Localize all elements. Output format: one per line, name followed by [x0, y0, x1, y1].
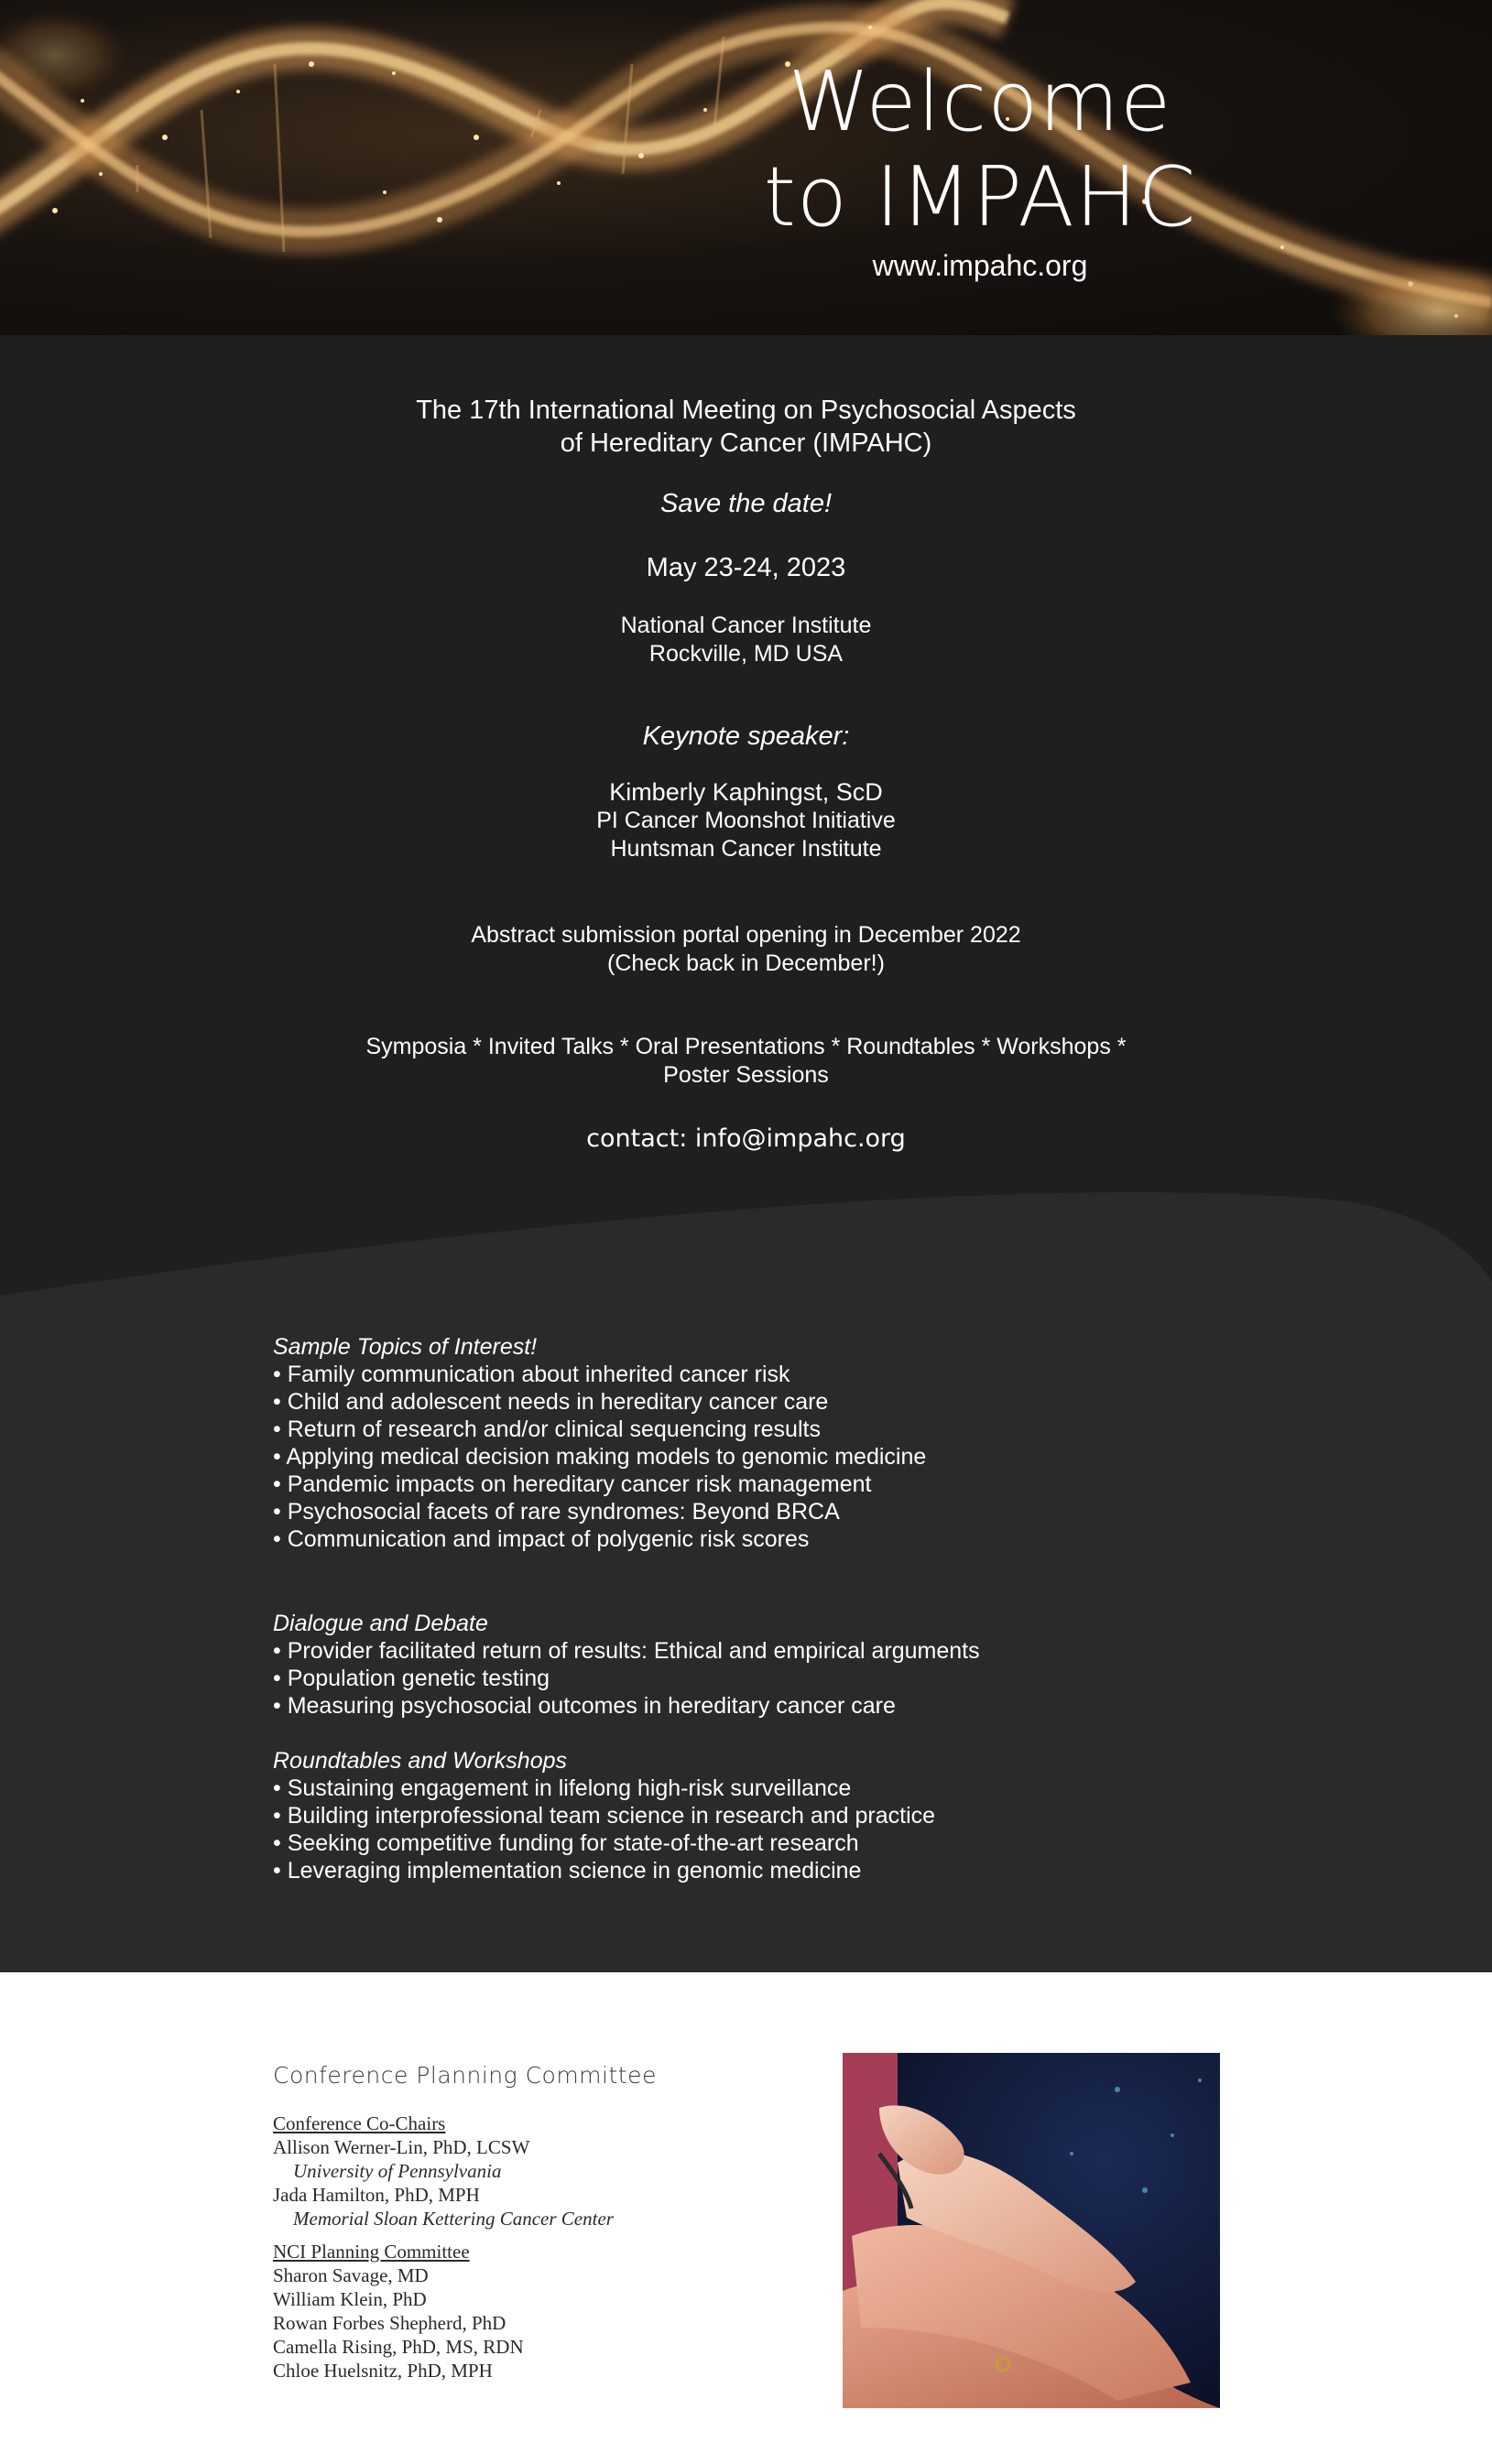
committee-section — [0, 1972, 1492, 2464]
committee-title: Conference Planning Committee — [273, 2062, 657, 2089]
abstract-line2: (Check back in December!) — [607, 950, 885, 976]
keynote-label: Keynote speaker: — [642, 722, 850, 751]
list-item: • Seeking competitive funding for state-of-the-art research — [273, 1830, 859, 1856]
session-formats — [0, 1033, 1492, 1090]
keynote-role2: Huntsman Cancer Institute — [610, 836, 882, 862]
hero-title-line2: to IMPAHC — [763, 149, 1197, 245]
list-item: • Pandemic impacts on hereditary cancer risk management — [273, 1471, 872, 1497]
abstract-line1: Abstract submission portal opening in December 2022 — [471, 922, 1021, 948]
venue-line2: Rockville, MD USA — [648, 641, 844, 667]
list-item: • Measuring psychosocial outcomes in hereditary cancer care — [273, 1693, 896, 1719]
hero-title — [678, 55, 1282, 245]
list-item: • Family communication about inherited cancer risk — [273, 1362, 790, 1387]
list-item: • Psychosocial facets of rare syndromes: Beyond BRCA — [273, 1499, 840, 1525]
list-item: • Leveraging implementation science in genomic medicine — [273, 1858, 862, 1883]
cochair-affiliation: University of Pennsylvania — [293, 2160, 502, 2182]
meeting-venue — [0, 612, 1492, 668]
nci-committee-heading: NCI Planning Committee — [273, 2241, 470, 2263]
list-item: • Sustaining engagement in lifelong high-risk surveillance — [273, 1775, 852, 1801]
cochair-name: Allison Werner-Lin, PhD, LCSW — [273, 2136, 530, 2158]
meeting-title-line2: of Hereditary Cancer (IMPAHC) — [560, 429, 932, 458]
list-item: • Return of research and/or clinical sequencing results — [273, 1417, 821, 1442]
cochair-name: Jada Hamilton, PhD, MPH — [273, 2184, 480, 2206]
meeting-info-section — [0, 335, 1492, 1251]
hero-banner — [0, 0, 1492, 335]
meeting-title-line1: The 17th International Meeting on Psychosocial Aspects — [416, 396, 1076, 425]
meeting-date: May 23-24, 2023 — [646, 553, 846, 582]
meeting-title — [0, 394, 1492, 460]
cochairs-heading: Conference Co-Chairs — [273, 2112, 446, 2134]
committee-member: Camella Rising, PhD, MS, RDN — [273, 2336, 524, 2358]
venue-line1: National Cancer Institute — [620, 613, 872, 638]
list-item: • Provider facilitated return of results: Ethical and empirical arguments — [273, 1638, 980, 1664]
cochair-affiliation: Memorial Sloan Kettering Cancer Center — [293, 2208, 614, 2230]
sample-topics-heading: Sample Topics of Interest! — [273, 1334, 538, 1360]
committee-member: Rowan Forbes Shepherd, PhD — [273, 2312, 506, 2334]
keynote-speaker — [0, 778, 1492, 863]
roundtables-heading: Roundtables and Workshops — [273, 1748, 568, 1774]
dialogue-heading: Dialogue and Debate — [273, 1611, 488, 1636]
keynote-name: Kimberly Kaphingst, ScD — [609, 778, 883, 806]
list-item: • Applying medical decision making models to genomic medicine — [273, 1444, 927, 1470]
committee-member: Sharon Savage, MD — [273, 2264, 429, 2286]
contact-email-link[interactable]: contact: info@impahc.org — [586, 1124, 906, 1153]
keynote-role1: PI Cancer Moonshot Initiative — [596, 808, 896, 833]
committee-member: Chloe Huelsnitz, PhD, MPH — [273, 2360, 493, 2382]
dialogue-debate-list — [273, 1610, 1280, 1720]
list-item: • Child and adolescent needs in hereditary cancer care — [273, 1389, 829, 1415]
section-curve-divider — [0, 1181, 1492, 1309]
abstract-notice — [0, 921, 1492, 978]
sample-topics-list — [273, 1333, 1280, 1553]
hero-title-line1: Welcome — [788, 54, 1172, 150]
list-item: • Population genetic testing — [273, 1666, 550, 1691]
committee-list — [273, 2111, 822, 2383]
list-item: • Building interprofessional team science in research and practice — [273, 1803, 936, 1829]
roundtables-workshops-list — [273, 1747, 1280, 1884]
stacked-hands-photo — [843, 2053, 1220, 2408]
formats-line1: Symposia * Invited Talks * Oral Presentations * Roundtables * Workshops * — [365, 1034, 1127, 1059]
list-item: • Communication and impact of polygenic risk scores — [273, 1526, 810, 1552]
hero-url-link[interactable]: www.impahc.org — [872, 249, 1088, 282]
committee-member: William Klein, PhD — [273, 2288, 427, 2310]
formats-line2: Poster Sessions — [663, 1062, 829, 1088]
save-the-date: Save the date! — [659, 489, 833, 518]
